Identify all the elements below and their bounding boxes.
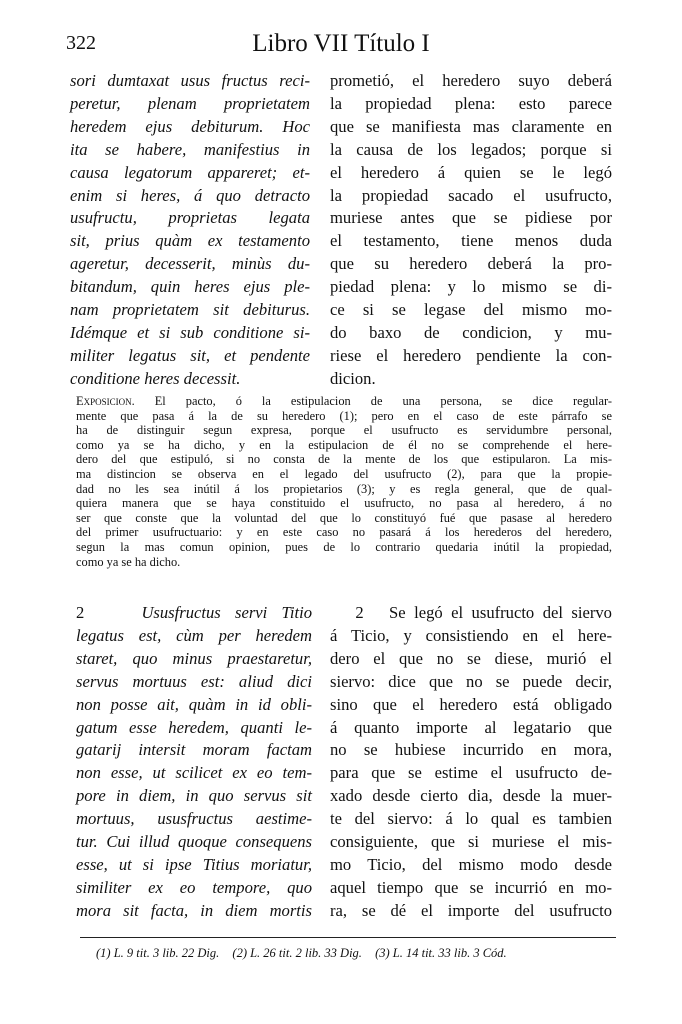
text-line: ita se habere, manifestius in [70,139,310,159]
text-line: á Ticio, y consistiendo en el here- [330,625,612,645]
text-line: pore in diem, in quo servus sit [76,786,312,806]
text-line: riese el heredero pendiente la con- [330,345,612,365]
paragraph-number: 2 [355,603,364,622]
text-line: como ya se ha dicho, y en la estipulacion de él no se comprehende el here- [76,437,612,452]
text-line: non esse, ut scilicet ex eo tem- [76,763,312,783]
footnote-1: (1) L. 9 tit. 3 lib. 22 Dig. [96,946,220,960]
text-line: causa legatorum appareret; et- [70,162,310,182]
text-line: segun la mas comun opinion, pues de lo contrario quedaria inútil la propiedad, [76,539,612,554]
text-line: siervo: dice que no se puede decir, [330,671,612,691]
text-line: do baxo de condicion, y mu- [330,322,612,342]
text-line: enim si heres, á quo detracto [70,185,310,205]
text-line: prometió, el heredero suyo deberá [330,71,612,90]
text-line: gatum esse heredem, quanti le- [76,717,312,737]
text-line: Idémque et si sub conditione si- [70,322,310,342]
text-line: muriese antes que se pidiese por [330,208,612,228]
text-line: militer legatus sit, et pendente [70,345,310,365]
text-line: usufructu, proprietas legata [70,208,310,228]
text-line: aquel tiempo que se incurrió en mo- [330,877,612,897]
text-line: esse, ut si ipse Titius moriatur, [76,854,312,874]
text-line: ha de distinguir segun expresa, porque el usufructo es servidumbre personal, [76,423,612,438]
text-line: sino que el heredero está obligado [330,694,612,714]
text-line: gatarij intersit moram factam [76,740,312,760]
latin-text-section-2 [76,602,312,923]
text-line: consiguiente, que si muriese el mis- [330,832,612,852]
text-line: que su heredero deberá la pro- [330,254,612,274]
text-line: quiera manera que se haya constituido el usufructo, no pasa al heredero, á no [76,496,612,511]
text-line: mora sit facta, in diem mortis [76,900,312,920]
text-line: sori dumtaxat usus fructus reci- [70,71,310,90]
text-line: dero el que no se diese, murió el [330,648,612,668]
text-line: nam proprietatem sit debiturus. [70,300,310,320]
text-line: la propiedad plena: esto parece [330,93,612,113]
text-line: legatus est, cùm per heredem [76,625,312,645]
text-line: mo Ticio, del mismo modo desde [330,854,612,874]
text-line: como ya se ha dicho. [76,554,181,569]
running-title: Libro VII Título I [252,30,430,57]
text-line: piedad plena: y lo mismo se di- [330,277,612,297]
text-line: conditione heres decessit. [70,368,241,388]
text-line: dad no les sea inútil á los propietarios (3); y es regla general, que de qual- [76,481,612,496]
text-line: el heredero á quien se le legó [330,162,612,182]
text-line: ra, se dé el importe del usufructo [330,900,612,920]
text-line [76,602,312,625]
footnote-2: (2) L. 26 tit. 2 lib. 33 Dig. [232,946,362,960]
text-line: para que se estime el usufructo de- [330,763,612,783]
spanish-text-section-2 [330,602,612,923]
text-fragment: El pacto, ó la estipulacion de una persona, se dice regular- [154,394,612,408]
latin-text-section-1 [70,70,310,391]
page-header [0,30,682,64]
spanish-text-section-1 [330,70,612,391]
text-line: á quanto importe al legatario que [330,717,612,737]
text-line: tur. Cui illud quoque consequens [76,832,312,852]
footnotes [96,946,616,961]
text-fragment: Ususfructus servi Titio [141,603,312,622]
text-line: del primer usufructuario: y en este caso no pasará á los herederos del heredero, [76,525,612,540]
text-line: staret, quo minus praestaretur, [76,648,312,668]
text-line: dicion. [330,368,376,388]
text-line: ce si se legase del mismo mo- [330,300,612,320]
page-number: 322 [66,32,96,54]
text-line: ageretur, decesserit, minùs du- [70,254,310,274]
text-line: xado desde cierto dia, desde la muer- [330,786,612,806]
text-line: similiter ex eo tempore, quo [76,877,312,897]
text-line: non posse ait, quàm in id obli- [76,694,312,714]
text-line: dero del que estipuló, si no consta de la mente de los que estipularon. La mis- [76,452,612,467]
text-line: mente que pasa á la de su heredero (1); pero en el caso de este párrafo se [76,408,612,423]
footnote-3: (3) L. 14 tit. 33 lib. 3 Cód. [375,946,507,960]
text-line: bitandum, quin heres ejus ple- [70,277,310,297]
text-line: el testamento, tiene menos duda [330,231,612,251]
text-line: peretur, plenam proprietatem [70,93,310,113]
text-line: ser que conste que la voluntad del que lo constituyó fué que pasase al heredero [76,510,612,525]
text-line: servus mortuus est: aliud dici [76,671,312,691]
text-line [330,602,612,625]
exposicion-commentary [76,394,612,569]
text-line: mortuus, ususfructus aestime- [76,809,312,829]
footnote-divider [80,937,616,938]
text-line: te del siervo: á lo qual es tambien [330,809,612,829]
text-line: no se hubiese incurrido en mora, [330,740,612,760]
text-line: sit, prius quàm ex testamento [70,231,310,251]
exposicion-label: Exposicion. [76,394,135,408]
text-line: la causa de los legados; porque si [330,139,612,159]
text-line: heredem ejus debiturum. Hoc [70,116,310,136]
text-line: la propiedad sacado el usufructo, [330,185,612,205]
text-fragment: Se legó el usufructo del siervo [389,603,612,622]
paragraph-number: 2 [76,603,85,622]
text-line [76,394,612,409]
text-line: que se manifiesta mas claramente en [330,116,612,136]
text-line: ma distincion se observa en el legado del usufructo (2), para que la propie- [76,466,612,481]
